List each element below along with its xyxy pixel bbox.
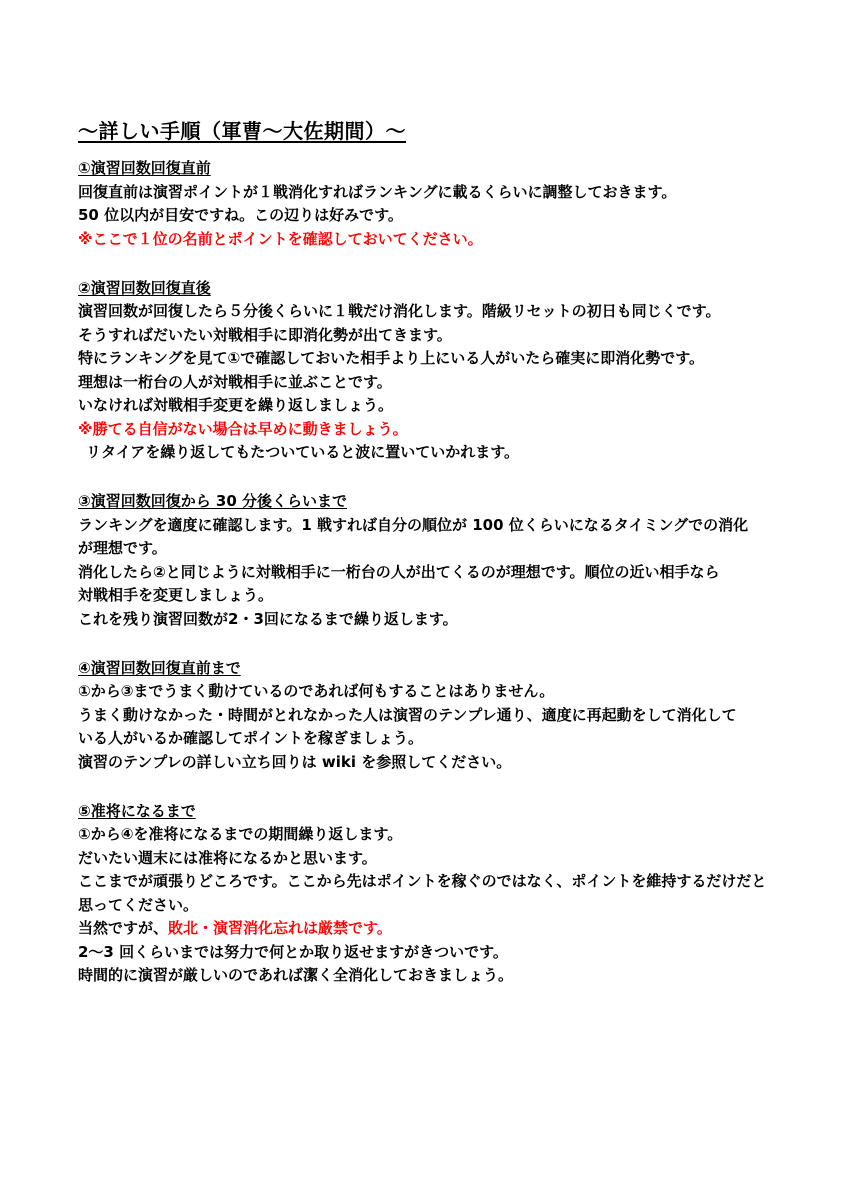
mixed-warning-line [78, 917, 778, 941]
body-line: 回復直前は演習ポイントが１戦消化すればランキングに載るくらいに調整しておきます。 [78, 182, 677, 201]
body-line: そうすればだいたい対戦相手に即消化勢が出てきます。 [78, 325, 452, 344]
section-heading: ④演習回数回復直前まで [78, 658, 241, 677]
section-heading: ②演習回数回復直後 [78, 278, 211, 297]
warning-emphasis: 敗北・演習消化忘れは厳禁です。 [168, 919, 392, 937]
body-line: ①から④を准将になるまでの期間繰り返します。 [78, 825, 403, 843]
body-line: ここまでが頑張りどころです。ここから先はポイントを稼ぐのではなく、ポイントを維持するだけだと [78, 872, 767, 890]
body-line: 理想は一桁台の人が対戦相手に並ぶことです。 [78, 372, 392, 391]
body-line: いる人がいるか確認してポイントを稼ぎましょう。 [78, 729, 424, 747]
section-1 [78, 157, 778, 251]
section-4 [78, 657, 778, 775]
body-line: ①から③までうまく動けているのであれば何もすることはありません。 [78, 682, 555, 700]
body-line: 思ってください。 [78, 895, 199, 914]
section-heading: ①演習回数回復直前 [78, 159, 211, 177]
note-followup: リタイアを繰り返してもたついていると波に置いていかれます。 [86, 443, 520, 461]
warning-prefix: 当然ですが、 [78, 919, 169, 937]
body-line: だいたい週末には准将になるかと思います。 [78, 848, 377, 867]
document-body [78, 157, 778, 1013]
warning-note: ※ここで１位の名前とポイントを確認しておいてください。 [78, 229, 483, 248]
section-heading: ⑤准将になるまで [78, 801, 196, 820]
body-line: 消化したら②と同じように対戦相手に一桁台の人が出てくるのが理想です。順位の近い相手なら [78, 562, 720, 581]
body-line: 50 位以内が目安ですね。この辺りは好みです。 [78, 206, 403, 224]
document-title: ～詳しい手順（軍曹～大佐期間）～ [78, 119, 406, 143]
body-line: 2～3 回くらいまでは努力で何とか取り返せますがきついです。 [78, 942, 508, 961]
body-line: が理想です。 [78, 539, 167, 557]
body-line: 演習のテンプレの詳しい立ち回りは wiki を参照してください。 [78, 752, 512, 771]
body-line: いなければ対戦相手変更を繰り返しましょう。 [78, 396, 394, 414]
body-line: これを残り演習回数が2・3回になるまで繰り返します。 [78, 609, 458, 628]
body-line: 演習回数が回復したら５分後くらいに１戦だけ消化します。階級リセットの初日も同じくです。 [78, 302, 721, 320]
body-line: 特にランキングを見て①で確認しておいた相手より上にいる人がいたら確実に即消化勢です。 [78, 349, 705, 367]
section-heading: ③演習回数回復から 30 分後くらいまで [78, 492, 348, 510]
body-line: 対戦相手を変更しましょう。 [78, 586, 274, 604]
section-5 [78, 800, 778, 988]
body-line: うまく動けなかった・時間がとれなかった人は演習のテンプレ通り、適度に再起動をして消化して [78, 705, 737, 724]
body-line: 時間的に演習が厳しいのであれば潔く全消化しておきましょう。 [78, 966, 514, 984]
section-2 [78, 277, 778, 465]
section-3 [78, 490, 778, 631]
warning-note: ※勝てる自信がない場合は早めに動きましょう。 [78, 419, 408, 438]
body-line: ランキングを適度に確認します。1 戦すれば自分の順位が 100 位くらいになるタイミングでの消化 [78, 515, 749, 534]
